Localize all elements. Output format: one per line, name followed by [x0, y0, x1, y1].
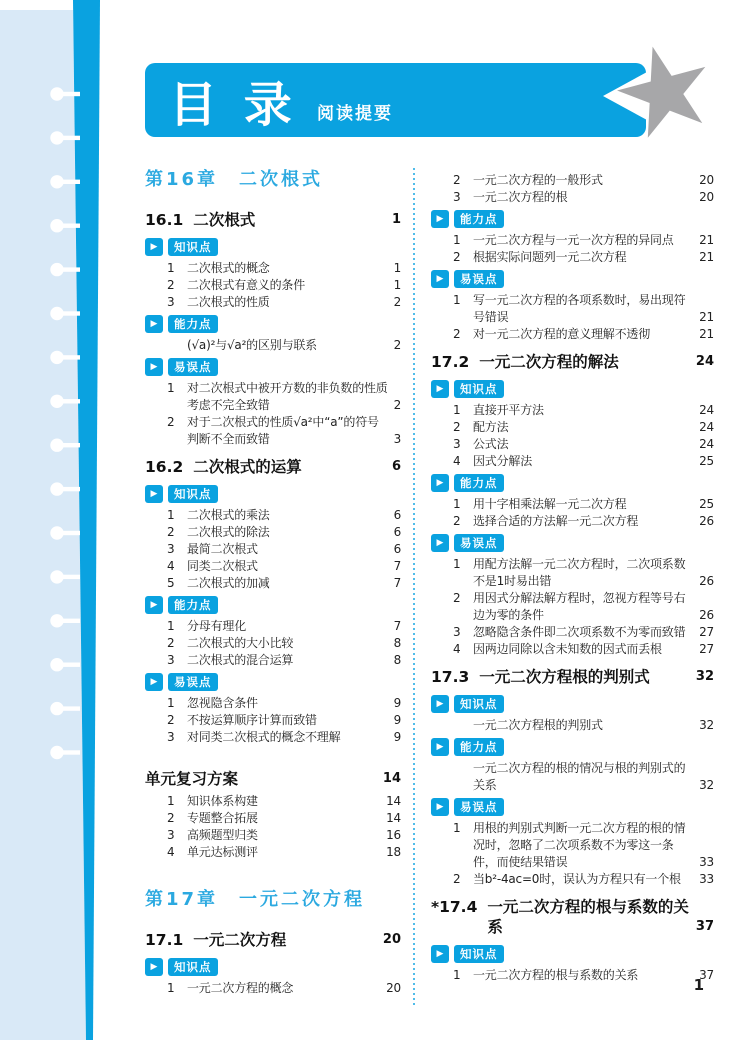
item-page-number: 2	[393, 338, 401, 352]
item-text: 专题整合拓展	[187, 811, 258, 825]
item-number: 2	[167, 525, 175, 539]
item-text: 不按运算顺序计算而致错	[187, 713, 317, 727]
item-text: 一元二次方程的根的情况与根的判别式的关系	[473, 761, 686, 792]
toc-item	[431, 189, 714, 206]
item-page-number: 18	[386, 845, 401, 859]
item-number: 5	[167, 576, 175, 590]
binding-hole	[50, 746, 63, 759]
toc-item	[431, 641, 714, 658]
item-page-number: 16	[386, 828, 401, 842]
item-page-number: 21	[699, 327, 714, 341]
play-icon: ▶	[431, 474, 449, 492]
section-page-number: 32	[695, 669, 714, 684]
item-text: 一元二次方程与一元一次方程的异同点	[473, 233, 674, 247]
item-page-number: 25	[699, 497, 714, 511]
section-page-number: 14	[382, 771, 401, 786]
knowledge-point-badge	[431, 380, 714, 398]
binding-hole	[50, 702, 63, 715]
toc-item	[431, 871, 714, 888]
binding-hole	[50, 482, 63, 495]
item-page-number: 6	[393, 542, 401, 556]
knowledge-point-badge	[431, 695, 714, 713]
badge-label: 知识点	[454, 695, 504, 713]
section-title: 一元二次方程根的判别式	[479, 668, 650, 686]
binding-hole	[50, 219, 63, 232]
ability-point-badge	[431, 738, 714, 756]
item-number	[167, 337, 187, 354]
section-number: 16.2	[145, 458, 184, 476]
item-text: 对同类二次根式的概念不理解	[187, 730, 341, 744]
item-number: 3	[167, 730, 175, 744]
toc-item	[145, 380, 401, 414]
item-text: 一元二次方程的概念	[187, 981, 294, 995]
item-text: 选择合适的方法解一元二次方程	[473, 514, 639, 528]
toc-item	[145, 844, 401, 861]
item-number: 2	[453, 250, 461, 264]
item-number: 1	[453, 293, 461, 307]
item-number	[453, 717, 473, 734]
star-icon	[608, 35, 719, 142]
item-number	[453, 760, 473, 794]
item-text: 二次根式的大小比较	[187, 636, 294, 650]
toc-item	[431, 232, 714, 249]
play-icon: ▶	[145, 673, 163, 691]
item-number: 3	[167, 542, 175, 556]
play-icon: ▶	[145, 596, 163, 614]
toc-section	[145, 210, 401, 230]
toc-item	[145, 652, 401, 669]
binding-hole	[50, 439, 63, 452]
item-number: 2	[453, 173, 461, 187]
item-number: 1	[167, 696, 175, 710]
toc-item	[145, 729, 401, 746]
toc-item	[431, 419, 714, 436]
section-page-number: 6	[391, 459, 401, 474]
section-number: *17.4	[431, 898, 478, 916]
toc-item	[145, 294, 401, 311]
toc-section	[431, 667, 714, 687]
item-page-number: 1	[393, 278, 401, 292]
binding-hole	[50, 526, 63, 539]
page-number: 1	[693, 976, 704, 994]
toc-item	[431, 292, 714, 326]
toc-item	[145, 414, 401, 448]
item-page-number: 33	[699, 872, 714, 886]
badge-label: 易误点	[454, 270, 504, 288]
item-page-number: 26	[699, 514, 714, 528]
ability-point-badge	[145, 596, 401, 614]
item-page-number: 20	[699, 173, 714, 187]
item-number: 4	[453, 454, 461, 468]
play-icon: ▶	[145, 358, 163, 376]
toc-item	[145, 507, 401, 524]
page-subtitle: 阅读提要	[317, 104, 393, 124]
binding-hole	[50, 131, 63, 144]
error-point-badge	[431, 534, 714, 552]
badge-label: 能力点	[454, 738, 504, 756]
toc-item	[145, 695, 401, 712]
section-title: 一元二次方程的解法	[479, 353, 619, 371]
item-text: 同类二次根式	[187, 559, 258, 573]
toc-item	[431, 624, 714, 641]
item-number: 1	[167, 261, 175, 275]
section-page-number: 20	[382, 932, 401, 947]
play-icon: ▶	[431, 738, 449, 756]
play-icon: ▶	[431, 270, 449, 288]
toc-item	[145, 575, 401, 592]
chapter-heading: 第16章 二次根式	[145, 169, 324, 190]
item-number: 3	[167, 295, 175, 309]
item-text: 用根的判别式判断一元二次方程的根的情况时，忽略了二次项系数不为零这一条件，而使结果错误	[473, 821, 686, 869]
badge-label: 能力点	[454, 474, 504, 492]
knowledge-point-badge	[145, 958, 401, 976]
item-text: 公式法	[473, 437, 509, 451]
play-icon: ▶	[431, 695, 449, 713]
play-icon: ▶	[431, 380, 449, 398]
item-text: 用十字相乘法解一元二次方程	[473, 497, 627, 511]
toc-item	[431, 326, 714, 343]
item-page-number: 26	[699, 608, 714, 622]
item-page-number: 20	[699, 190, 714, 204]
error-point-badge	[431, 270, 714, 288]
item-page-number: 6	[393, 525, 401, 539]
section-title: 一元二次方程	[193, 931, 287, 949]
play-icon: ▶	[145, 485, 163, 503]
item-number: 1	[453, 233, 461, 247]
toc-item	[145, 712, 401, 729]
toc-item	[145, 337, 401, 354]
item-text: 当b²-4ac=0时，误认为方程只有一个根	[473, 872, 681, 886]
item-page-number: 33	[699, 855, 714, 869]
binding-hole	[50, 614, 63, 627]
item-number: 4	[167, 559, 175, 573]
item-page-number: 24	[699, 420, 714, 434]
item-number: 1	[167, 381, 175, 395]
item-number: 4	[453, 642, 461, 656]
item-number: 1	[167, 794, 175, 808]
item-text: 对一元二次方程的意义理解不透彻	[473, 327, 651, 341]
toc-section	[431, 897, 714, 937]
toc-item	[431, 513, 714, 530]
badge-label: 能力点	[168, 596, 218, 614]
item-page-number: 9	[393, 696, 401, 710]
knowledge-point-badge	[145, 238, 401, 256]
item-number: 2	[453, 872, 461, 886]
toc-item	[431, 436, 714, 453]
item-text: 二次根式有意义的条件	[187, 278, 306, 292]
item-number: 2	[167, 278, 175, 292]
item-page-number: 21	[699, 233, 714, 247]
item-page-number: 2	[393, 295, 401, 309]
item-number: 4	[167, 845, 175, 859]
toc-section	[145, 930, 401, 950]
toc-section	[145, 457, 401, 477]
column-divider	[413, 168, 415, 1006]
ability-point-badge	[431, 210, 714, 228]
item-page-number: 7	[393, 576, 401, 590]
item-page-number: 14	[386, 811, 401, 825]
item-text: 根据实际问题列一元二次方程	[473, 250, 627, 264]
item-page-number: 32	[699, 718, 714, 732]
play-icon: ▶	[431, 945, 449, 963]
item-page-number: 21	[699, 310, 714, 324]
play-icon: ▶	[431, 534, 449, 552]
item-number: 1	[453, 821, 461, 835]
knowledge-point-badge	[145, 485, 401, 503]
binding-hole	[50, 395, 63, 408]
item-text: 对于二次根式的性质√a²中“a”的符号判断不全而致错	[187, 415, 379, 446]
section-title: 一元二次方程的根与系数的关系	[487, 898, 689, 936]
toc-item	[431, 402, 714, 419]
item-number: 2	[453, 591, 461, 605]
toc-item	[145, 980, 401, 997]
item-page-number: 9	[393, 713, 401, 727]
item-text: 二次根式的性质	[187, 295, 270, 309]
item-text: 一元二次方程的根与系数的关系	[473, 968, 639, 982]
item-text: 一元二次方程的一般形式	[473, 173, 603, 187]
spacer	[145, 746, 401, 760]
item-page-number: 7	[393, 559, 401, 573]
banner-end-ornament	[560, 45, 750, 160]
item-text: 写一元二次方程的各项系数时，易出现符号错误	[473, 293, 686, 324]
section-page-number: 1	[391, 212, 401, 227]
toc-column-left	[145, 165, 401, 997]
item-text: 知识体系构建	[187, 794, 258, 808]
item-number: 2	[167, 415, 175, 429]
play-icon: ▶	[145, 315, 163, 333]
toc-item	[145, 810, 401, 827]
item-page-number: 37	[699, 968, 714, 982]
item-text: 忽视隐含条件	[187, 696, 258, 710]
item-page-number: 8	[393, 636, 401, 650]
toc-item	[431, 172, 714, 189]
item-page-number: 32	[699, 778, 714, 792]
badge-label: 易误点	[168, 358, 218, 376]
binding-hole	[50, 307, 63, 320]
section-page-number: 24	[695, 354, 714, 369]
item-number: 1	[167, 981, 175, 995]
item-number: 2	[453, 327, 461, 341]
item-page-number: 27	[699, 625, 714, 639]
badge-label: 知识点	[168, 485, 218, 503]
badge-label: 易误点	[454, 798, 504, 816]
item-text: 分母有理化	[187, 619, 247, 633]
section-title: 二次根式的运算	[193, 458, 302, 476]
badge-label: 知识点	[168, 958, 218, 976]
item-page-number: 20	[386, 981, 401, 995]
toc-item	[145, 277, 401, 294]
item-number: 2	[167, 636, 175, 650]
item-number: 1	[453, 557, 461, 571]
item-text: 配方法	[473, 420, 509, 434]
binding-hole	[50, 175, 63, 188]
ability-point-badge	[431, 474, 714, 492]
toc-item	[431, 249, 714, 266]
section-number: 16.1	[145, 211, 184, 229]
section-number: 17.2	[431, 353, 470, 371]
item-page-number: 3	[393, 432, 401, 446]
toc-item	[431, 556, 714, 590]
spacer	[145, 861, 401, 885]
item-page-number: 24	[699, 403, 714, 417]
item-text: 对二次根式中被开方数的非负数的性质考虑不完全致错	[187, 381, 388, 412]
badge-label: 能力点	[454, 210, 504, 228]
ability-point-badge	[145, 315, 401, 333]
item-page-number: 8	[393, 653, 401, 667]
badge-label: 知识点	[168, 238, 218, 256]
badge-label: 能力点	[168, 315, 218, 333]
toc-item	[431, 496, 714, 513]
play-icon: ▶	[145, 238, 163, 256]
item-number: 2	[167, 713, 175, 727]
section-title: 二次根式	[193, 211, 256, 229]
binding-hole	[50, 351, 63, 364]
item-text: 单元达标测评	[187, 845, 258, 859]
toc-section	[145, 769, 401, 789]
item-page-number: 27	[699, 642, 714, 656]
binding-decoration	[0, 0, 120, 1061]
item-text: 最简二次根式	[187, 542, 258, 556]
toc-item	[145, 635, 401, 652]
item-page-number: 14	[386, 794, 401, 808]
item-text: 用配方法解一元二次方程时，二次项系数不是1时易出错	[473, 557, 686, 588]
item-number: 2	[453, 420, 461, 434]
item-text: (√a)²与√a²的区别与联系	[187, 338, 317, 352]
toc-item	[431, 820, 714, 871]
item-text: 二次根式的混合运算	[187, 653, 294, 667]
item-number: 3	[167, 828, 175, 842]
toc-item	[145, 793, 401, 810]
error-point-badge	[431, 798, 714, 816]
item-page-number: 26	[699, 574, 714, 588]
section-page-number: 37	[695, 919, 714, 934]
binding-hole	[50, 570, 63, 583]
item-number: 1	[167, 508, 175, 522]
chapter-heading: 第17章 一元二次方程	[145, 889, 366, 910]
item-text: 因式分解法	[473, 454, 533, 468]
toc-item	[145, 524, 401, 541]
item-number: 2	[453, 514, 461, 528]
error-point-badge	[145, 673, 401, 691]
item-text: 用因式分解法解方程时，忽视方程等号右边为零的条件	[473, 591, 686, 622]
toc-item	[431, 717, 714, 734]
toc-item	[145, 541, 401, 558]
toc-item	[431, 967, 714, 984]
badge-label: 易误点	[454, 534, 504, 552]
item-text: 二次根式的除法	[187, 525, 270, 539]
item-number: 3	[167, 653, 175, 667]
item-number: 3	[453, 625, 461, 639]
knowledge-point-badge	[431, 945, 714, 963]
badge-label: 易误点	[168, 673, 218, 691]
item-number: 1	[453, 497, 461, 511]
item-page-number: 25	[699, 454, 714, 468]
toc-item	[145, 558, 401, 575]
item-text: 因两边同除以含未知数的因式而丢根	[473, 642, 662, 656]
error-point-badge	[145, 358, 401, 376]
toc-item	[145, 260, 401, 277]
play-icon: ▶	[431, 798, 449, 816]
item-text: 二次根式的概念	[187, 261, 270, 275]
binding-band	[0, 10, 86, 1040]
toc-item	[431, 590, 714, 624]
binding-hole	[50, 87, 63, 100]
item-page-number: 7	[393, 619, 401, 633]
badge-label: 知识点	[454, 945, 504, 963]
item-number: 1	[453, 403, 461, 417]
item-text: 二次根式的乘法	[187, 508, 270, 522]
toc-item	[431, 453, 714, 470]
item-text: 二次根式的加减	[187, 576, 270, 590]
play-icon: ▶	[145, 958, 163, 976]
play-icon: ▶	[431, 210, 449, 228]
toc-item	[431, 760, 714, 794]
item-text: 直接开平方法	[473, 403, 544, 417]
item-page-number: 24	[699, 437, 714, 451]
item-number: 1	[167, 619, 175, 633]
item-page-number: 1	[393, 261, 401, 275]
item-number: 3	[453, 190, 461, 204]
item-number: 2	[167, 811, 175, 825]
item-text: 一元二次方程根的判别式	[473, 718, 603, 732]
item-text: 高频题型归类	[187, 828, 258, 842]
section-number: 17.3	[431, 668, 470, 686]
toc-item	[145, 827, 401, 844]
badge-label: 知识点	[454, 380, 504, 398]
item-page-number: 6	[393, 508, 401, 522]
toc-column-right	[431, 165, 714, 984]
toc-section	[431, 352, 714, 372]
item-number: 1	[453, 968, 461, 982]
item-page-number: 2	[393, 398, 401, 412]
toc-item	[145, 618, 401, 635]
section-number: 17.1	[145, 931, 184, 949]
page-title: 目 录	[169, 77, 297, 133]
item-text: 忽略隐含条件即二次项系数不为零而致错	[473, 625, 686, 639]
section-title: 单元复习方案	[145, 770, 239, 788]
item-page-number: 21	[699, 250, 714, 264]
item-page-number: 9	[393, 730, 401, 744]
binding-hole	[50, 263, 63, 276]
binding-hole	[50, 658, 63, 671]
item-number: 3	[453, 437, 461, 451]
item-text: 一元二次方程的根	[473, 190, 568, 204]
